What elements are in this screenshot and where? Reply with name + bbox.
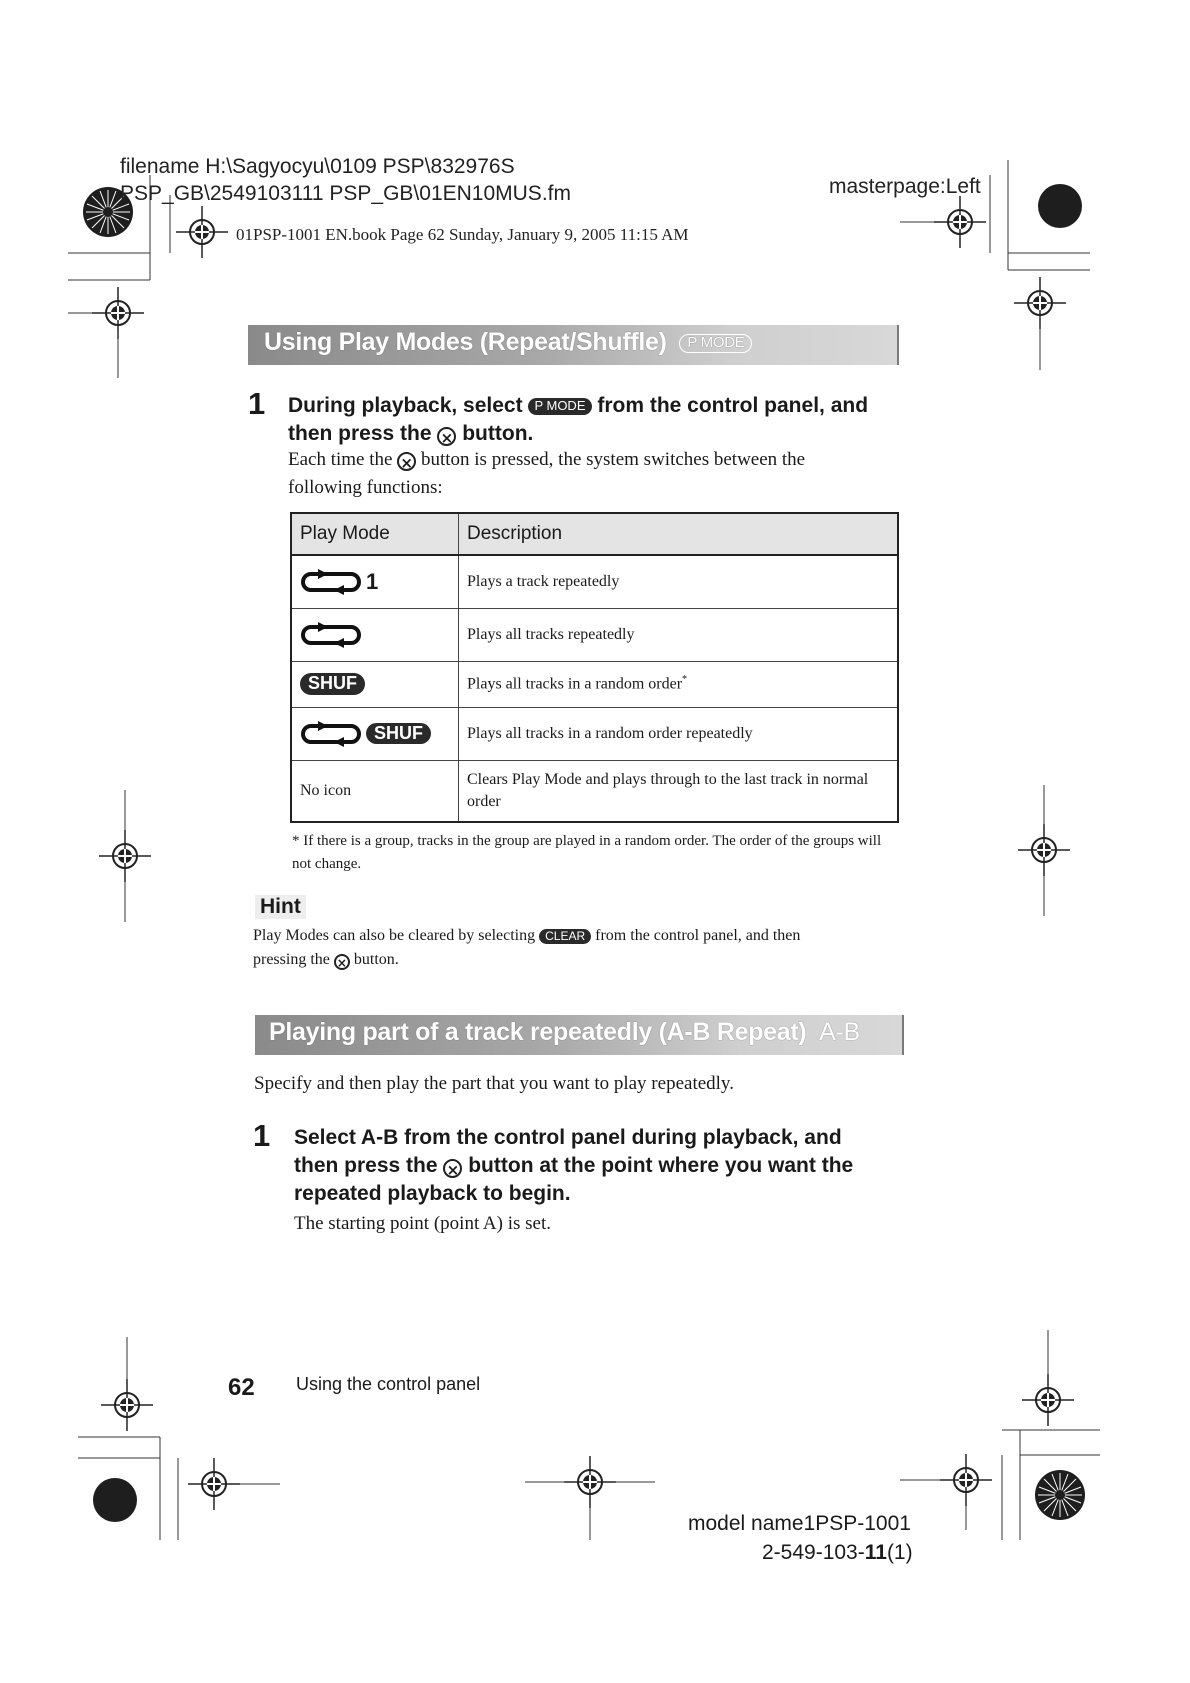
section-banner-ab-repeat	[255, 1015, 904, 1055]
running-title: Using the control panel	[296, 1374, 481, 1394]
mode-cell: No icon	[291, 760, 459, 822]
pmode-badge-inline: P MODE	[528, 398, 591, 414]
shuffle-icon: SHUF	[366, 723, 431, 745]
footnote	[292, 830, 904, 876]
model-line: model name1PSP-1001	[688, 1512, 911, 1535]
mode-cell	[291, 661, 459, 707]
hint-text	[253, 924, 893, 972]
step-body	[288, 446, 908, 502]
step-heading-text: repeated playback to begin.	[294, 1182, 571, 1205]
step-heading-text: Select A-B from the control panel during playback, and	[294, 1126, 842, 1149]
step-heading-text: button at the point where you want the	[468, 1154, 854, 1177]
x-button-icon: ×	[437, 427, 456, 446]
description-cell: Plays all tracks repeatedly	[459, 608, 899, 661]
book-line: 01PSP-1001 EN.book Page 62 Sunday, January 9, 2005 11:15 AM	[236, 225, 689, 244]
part-code-text: 2-549-103-	[762, 1541, 865, 1564]
description-cell: Plays a track repeatedly	[459, 555, 899, 608]
footnote-mark: *	[682, 674, 688, 686]
description-cell: Plays all tracks in a random order repeatedly	[459, 707, 899, 760]
step-heading-text: During playback, select	[288, 394, 523, 417]
part-code	[762, 1541, 913, 1565]
x-button-icon: ×	[334, 954, 350, 970]
x-button-icon: ×	[397, 452, 416, 471]
section-title	[269, 1018, 860, 1047]
step-heading-text: then press the	[288, 422, 432, 445]
shuffle-icon: SHUF	[300, 673, 365, 695]
hint-text-part: from the control panel, and then	[595, 927, 801, 944]
table-header-row	[291, 513, 898, 555]
hint-text-part: button.	[353, 951, 399, 968]
footnote-mark: *	[292, 833, 300, 849]
hint-text-part: pressing the	[253, 951, 330, 968]
repeat-icon	[300, 721, 362, 747]
table-row	[291, 555, 898, 608]
step-number: 1	[248, 386, 266, 421]
section-banner-play-modes	[248, 325, 899, 365]
column-header-play-mode: Play Mode	[291, 513, 459, 555]
part-code-text: (1)	[886, 1541, 913, 1564]
mode-cell	[291, 555, 459, 608]
body-text: following functions:	[288, 477, 443, 498]
repeat-icon	[300, 622, 362, 648]
pmode-badge: P MODE	[679, 334, 752, 353]
page-number: 62	[228, 1374, 255, 1401]
section-title-text: Playing part of a track repeatedly (A-B Repeat)	[269, 1018, 807, 1046]
hint-text-part: Play Modes can also be cleared by selecting	[253, 927, 536, 944]
section2-intro: Specify and then play the part that you want to play repeatedly.	[254, 1073, 734, 1094]
step-heading-text: then press the	[294, 1154, 438, 1177]
mode-cell	[291, 608, 459, 661]
section-title-text: Using Play Modes (Repeat/Shuffle)	[264, 328, 667, 356]
clear-badge: CLEAR	[539, 929, 591, 944]
x-button-icon: ×	[443, 1159, 462, 1178]
step-heading-text: from the control panel, and	[597, 394, 869, 417]
description-text: Plays all tracks in a random order	[467, 675, 683, 693]
table-row	[291, 608, 898, 661]
table-row	[291, 707, 898, 760]
hint-label: Hint	[255, 895, 306, 919]
step-heading-text: button.	[462, 422, 534, 445]
table-row	[291, 760, 898, 822]
step-heading	[294, 1124, 934, 1208]
body-text: button is pressed, the system switches between the	[420, 449, 806, 470]
mode-cell	[291, 707, 459, 760]
play-mode-table	[290, 512, 899, 823]
step-heading	[288, 392, 928, 448]
footnote-text: If there is a group, tracks in the group are played in a random order. The order of the groups will not change.	[292, 833, 882, 872]
section-title	[264, 328, 752, 357]
description-cell	[459, 661, 899, 707]
masterpage-label: masterpage:Left	[829, 175, 981, 198]
step-body: The starting point (point A) is set.	[294, 1213, 552, 1234]
table-row	[291, 661, 898, 707]
filename-line-2: PSP_GB\2549103111 PSP_GB\01EN10MUS.fm	[120, 182, 571, 205]
ab-badge: A-B	[819, 1018, 860, 1046]
column-header-description: Description	[459, 513, 899, 555]
description-cell: Clears Play Mode and plays through to the last track in normal order	[459, 760, 899, 822]
repeat-one-suffix: 1	[366, 568, 379, 594]
repeat-icon	[300, 569, 362, 595]
filename-line-1: filename H:\Sagyocyu\0109 PSP\832976S	[120, 155, 515, 178]
part-code-bold: 11	[864, 1541, 887, 1564]
body-text: Each time the	[288, 449, 393, 470]
step-number: 1	[253, 1118, 271, 1153]
